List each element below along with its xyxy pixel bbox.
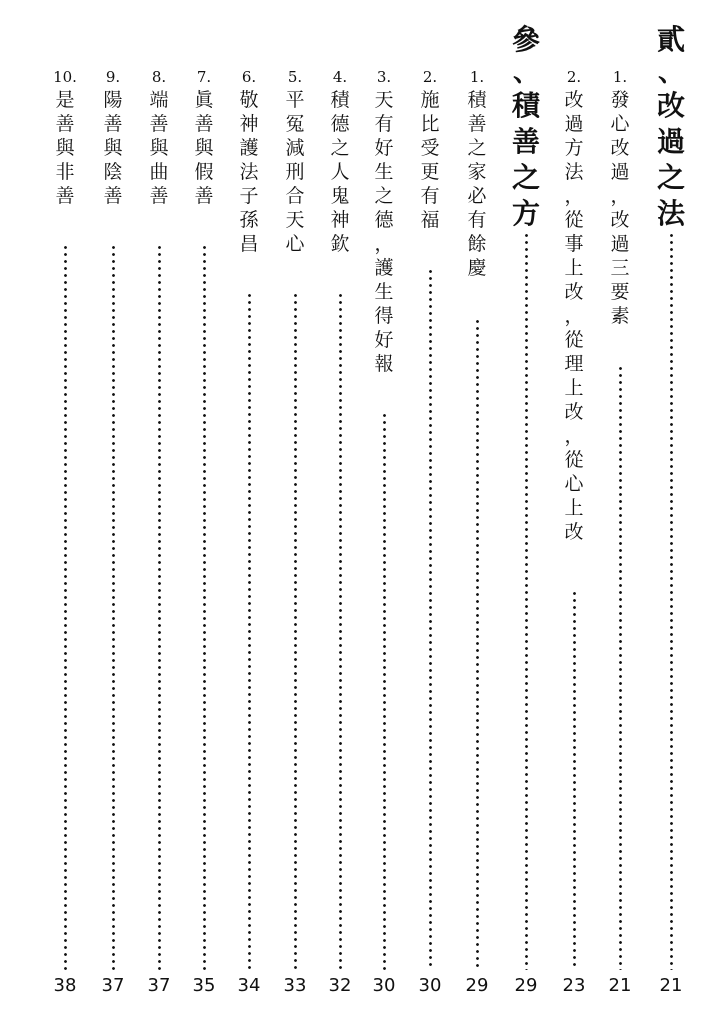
item-title-char: 改 [564, 89, 584, 111]
item-title-char: 眞 [194, 89, 214, 111]
toc-item [91, 0, 135, 1025]
item-title-char: 與 [149, 137, 169, 159]
section-separator: 、 [657, 58, 684, 88]
item-title-char: 素 [610, 305, 630, 327]
item-number: 3. [376, 68, 392, 86]
item-title-char: 之 [374, 185, 394, 207]
item-title-char: 法 [564, 161, 584, 183]
dot-leader [619, 365, 622, 970]
item-title-char: 改 [610, 137, 630, 159]
page-number: 37 [101, 975, 125, 996]
item-title-char: 陰 [103, 161, 123, 183]
item-title-char: 與 [103, 137, 123, 159]
item-title-char: 善 [194, 185, 214, 207]
dot-leader [670, 232, 673, 970]
item-number: 8. [151, 68, 167, 86]
item-title-char: 與 [194, 137, 214, 159]
section-title-char: 方 [511, 197, 540, 230]
item-title-char: 餘 [467, 233, 487, 255]
item-title-char: 比 [420, 113, 440, 135]
item-title-char: 積 [467, 89, 487, 111]
item-title-char: 冤 [285, 113, 305, 135]
item-title-char: 護 [374, 257, 394, 279]
toc-section-2 [645, 0, 697, 1025]
item-title-char: 與 [55, 137, 75, 159]
item-title-char: 欽 [330, 233, 350, 255]
page-number: 34 [237, 975, 261, 996]
toc-item [227, 0, 271, 1025]
item-title-char: 受 [420, 137, 440, 159]
item-title-char: 天 [374, 89, 394, 111]
item-title-char: 陽 [103, 89, 123, 111]
toc-item [40, 0, 90, 1025]
item-title-char: ， [610, 185, 630, 207]
item-title-char: 施 [420, 89, 440, 111]
page-number: 23 [562, 975, 586, 996]
item-title-char: 改 [564, 281, 584, 303]
item-title-char: 積 [330, 89, 350, 111]
item-title-char: 改 [610, 209, 630, 231]
item-number: 10. [53, 68, 77, 86]
dot-leader [525, 232, 528, 970]
item-title-char: 報 [374, 353, 394, 375]
item-title-char: 之 [330, 137, 350, 159]
item-title-char: 心 [610, 113, 630, 135]
dot-leader [294, 292, 297, 970]
dot-leader [64, 244, 67, 970]
item-title-char: 好 [374, 137, 394, 159]
item-title-char: 善 [103, 185, 123, 207]
item-title-char: 更 [420, 161, 440, 183]
item-title-char: 善 [149, 113, 169, 135]
item-title-char: 心 [564, 473, 584, 495]
item-title-char: 慶 [467, 257, 487, 279]
item-title-char: 德 [330, 113, 350, 135]
section-title-char: 之 [511, 161, 540, 194]
item-title-char: 有 [374, 113, 394, 135]
item-title-char: 善 [149, 185, 169, 207]
toc-item [408, 0, 452, 1025]
item-title-char: 敬 [239, 89, 259, 111]
toc-item [137, 0, 181, 1025]
section-title-char: 積 [511, 89, 540, 122]
item-title-char: 護 [239, 137, 259, 159]
page-number: 21 [659, 975, 683, 996]
dot-leader [248, 292, 251, 970]
section-title-char: 善 [511, 125, 540, 158]
item-title-char: 子 [239, 185, 259, 207]
section-title-char: 之 [656, 161, 685, 194]
item-title-char: 好 [374, 329, 394, 351]
item-title-char: 非 [55, 161, 75, 183]
item-title-char: 善 [103, 113, 123, 135]
item-title-char: 過 [610, 161, 630, 183]
toc-item [455, 0, 499, 1025]
item-number: 7. [196, 68, 212, 86]
item-title-char: 要 [610, 281, 630, 303]
item-title-char: 福 [420, 209, 440, 231]
item-title-char: 鬼 [330, 185, 350, 207]
item-number: 1. [612, 68, 628, 86]
item-title-char: 德 [374, 209, 394, 231]
item-title-char: 有 [420, 185, 440, 207]
item-number: 2. [422, 68, 438, 86]
item-title-char: 得 [374, 305, 394, 327]
item-title-char: 神 [239, 113, 259, 135]
item-title-char: 從 [564, 329, 584, 351]
page-number: 30 [372, 975, 396, 996]
item-number: 6. [241, 68, 257, 86]
item-title-char: 理 [564, 353, 584, 375]
item-title-char: 善 [55, 113, 75, 135]
item-title-char: 上 [564, 377, 584, 399]
toc-section-3 [500, 0, 552, 1025]
dot-leader [158, 244, 161, 970]
section-heading [500, 22, 552, 232]
dot-leader [339, 292, 342, 970]
section-title-char: 改 [656, 89, 685, 122]
item-title-char: ， [564, 425, 584, 447]
item-title-char: 善 [194, 113, 214, 135]
item-title-char: 假 [194, 161, 214, 183]
item-title-char: 刑 [285, 161, 305, 183]
item-title-char: 事 [564, 233, 584, 255]
item-title-char: 生 [374, 161, 394, 183]
section-prefix: 參 [511, 23, 540, 56]
item-title-char: 之 [467, 137, 487, 159]
item-title-char: 昌 [239, 233, 259, 255]
item-title-char: 有 [467, 209, 487, 231]
section-separator: 、 [512, 58, 539, 88]
item-title-char: 法 [239, 161, 259, 183]
item-title-char: 端 [149, 89, 169, 111]
section-heading [645, 22, 697, 232]
item-title-char: 減 [285, 137, 305, 159]
item-title-char: 神 [330, 209, 350, 231]
section-prefix: 貳 [656, 23, 685, 56]
item-title-char: 過 [564, 113, 584, 135]
page-number: 21 [608, 975, 632, 996]
dot-leader [112, 244, 115, 970]
item-title-char: 從 [564, 449, 584, 471]
item-title-char: 合 [285, 185, 305, 207]
item-title-char: 善 [55, 185, 75, 207]
item-title-char: 從 [564, 209, 584, 231]
item-title-char: 改 [564, 521, 584, 543]
page-number: 29 [514, 975, 538, 996]
item-title-char: 過 [610, 233, 630, 255]
item-title-char: 改 [564, 401, 584, 423]
dot-leader [476, 318, 479, 970]
item-title-char: 生 [374, 281, 394, 303]
toc-item [362, 0, 406, 1025]
item-title-char: ， [564, 305, 584, 327]
item-title-char: 是 [55, 89, 75, 111]
toc-item [552, 0, 596, 1025]
item-title-char: 人 [330, 161, 350, 183]
toc-item [598, 0, 642, 1025]
item-title-char: ， [564, 185, 584, 207]
section-title-char: 法 [656, 197, 685, 230]
item-title-char: 曲 [149, 161, 169, 183]
item-number: 4. [332, 68, 348, 86]
dot-leader [573, 590, 576, 970]
toc-item [273, 0, 317, 1025]
item-number: 2. [566, 68, 582, 86]
item-title-char: 家 [467, 161, 487, 183]
item-title-char: 平 [285, 89, 305, 111]
item-number: 9. [105, 68, 121, 86]
item-title-char: 上 [564, 497, 584, 519]
item-title-char: 方 [564, 137, 584, 159]
page-number: 29 [465, 975, 489, 996]
dot-leader [429, 268, 432, 970]
dot-leader [383, 412, 386, 970]
item-title-char: 天 [285, 209, 305, 231]
page-number: 30 [418, 975, 442, 996]
item-title-char: 上 [564, 257, 584, 279]
item-number: 1. [469, 68, 485, 86]
page-number: 32 [328, 975, 352, 996]
page-number: 33 [283, 975, 307, 996]
item-title-char: 善 [467, 113, 487, 135]
dot-leader [203, 244, 206, 970]
section-title-char: 過 [656, 125, 685, 158]
toc-item [318, 0, 362, 1025]
toc-item [182, 0, 226, 1025]
item-title-char: 發 [610, 89, 630, 111]
page-number: 35 [192, 975, 216, 996]
item-title-char: 孫 [239, 209, 259, 231]
item-title-char: ， [374, 233, 394, 255]
item-number: 5. [287, 68, 303, 86]
page-number: 38 [53, 975, 77, 996]
item-title-char: 三 [610, 257, 630, 279]
item-title-char: 必 [467, 185, 487, 207]
item-title-char: 心 [285, 233, 305, 255]
page-number: 37 [147, 975, 171, 996]
